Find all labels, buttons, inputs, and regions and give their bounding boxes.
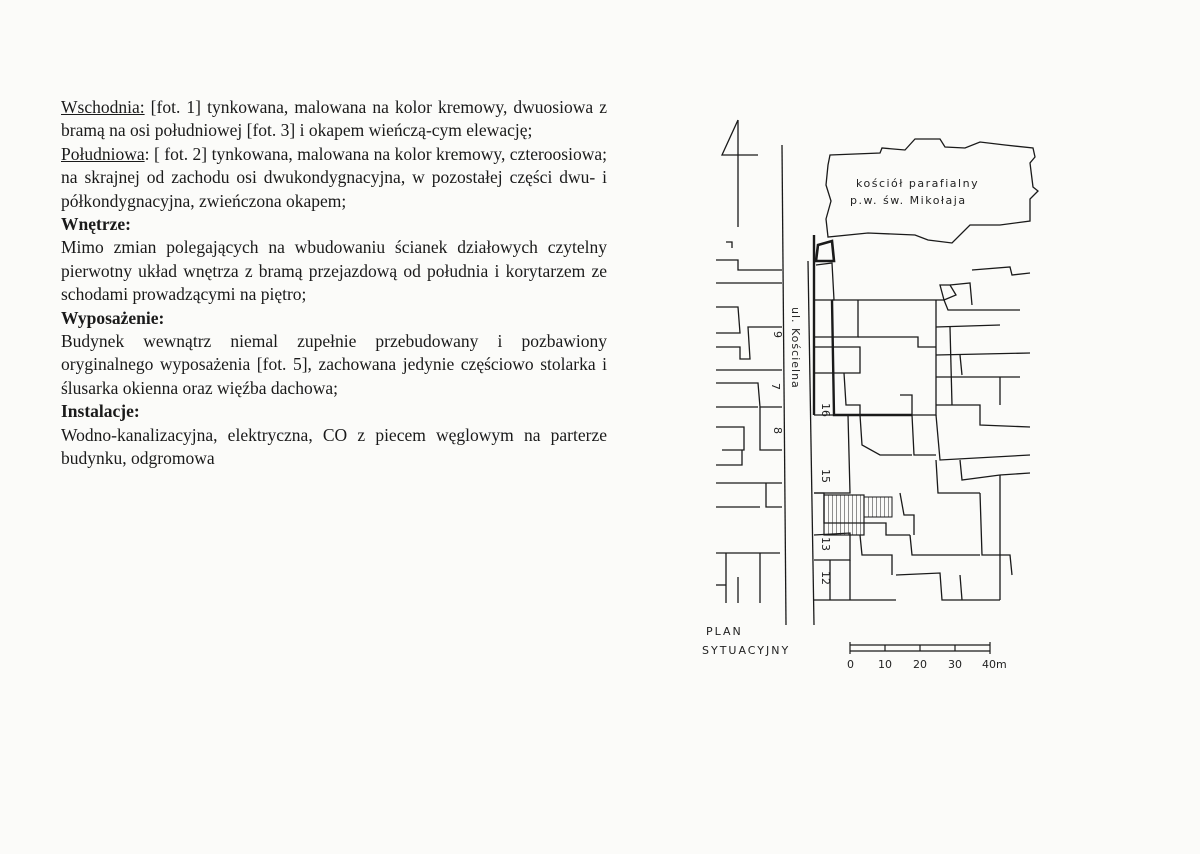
scale-label-10: 10: [878, 658, 892, 671]
house-number-13: 13: [819, 537, 832, 551]
church-label-line1: kościół parafialny: [856, 177, 980, 190]
east-facade-body: [fot. 1] tynkowana, malowana na kolor kremowy, dwuosiowa z bramą na osi południowej [fot. 3] i okapem wieńczą-cym elewację;: [61, 97, 607, 141]
church-label-line2: p.w. św. Mikołaja: [850, 194, 967, 207]
installations-body: Wodno-kanalizacyjna, elektryczna, CO z piecem węglowym na parterze budynku, odgromowa: [61, 424, 607, 469]
scale-label-0: 0: [847, 658, 854, 671]
equipment-heading: Wyposażenie:: [61, 307, 165, 328]
south-facade-label: Południowa: [61, 143, 145, 164]
church-outline: [826, 139, 1038, 243]
equipment-body: Budynek wewnątrz niemal zupełnie przebudowany i pozbawiony oryginalnego wyposażenia [fot. 5], zachowana jedynie częściowo stolarka i ślusarka okienna oraz więźba dachowa;: [61, 331, 607, 398]
site-plan: [700, 115, 1040, 675]
house-number-9: 9: [771, 331, 784, 338]
east-facade-label: Wschodnia:: [61, 97, 145, 117]
interior-body: Mimo zmian polegających na wbudowaniu ścianek działowych czytelny pierwotny układ wnętrza z bramą przejazdową od południa i korytarzem ze schodami prowadzącymi na piętro;: [61, 237, 607, 305]
house-number-8: 8: [771, 427, 784, 434]
north-arrow-icon: [722, 120, 758, 227]
house-number-7: 7: [769, 383, 782, 390]
scale-label-30: 30: [948, 658, 962, 671]
house-number-16: 16: [819, 403, 832, 417]
plan-caption-line2: SYTUACYJNY: [702, 644, 791, 657]
interior-heading: Wnętrze:: [61, 214, 131, 235]
paragraph-east-facade: [61, 96, 607, 143]
scale-bar: [850, 642, 990, 654]
scale-label-40m: 40m: [982, 658, 1007, 671]
south-facade-body: : [ fot. 2] tynkowana, malowana na kolor kremowy, czteroosiowa; na skrajnej od zachodu osi dwukondygnacyjna, w pozostałej części dwu- i półkondygnacyjna, zwieńczona okapem;: [61, 143, 607, 211]
plan-caption-line1: PLAN: [706, 625, 743, 638]
site-plan-drawing: [700, 115, 1040, 675]
paragraph-south-facade: [61, 143, 607, 213]
subject-building: [824, 495, 864, 535]
description-text: [61, 96, 607, 471]
house-number-15: 15: [819, 469, 832, 483]
scale-label-20: 20: [913, 658, 927, 671]
installations-heading: Instalacje:: [61, 401, 140, 422]
house-number-12: 12: [819, 571, 832, 585]
street-label: ul. Kościelna: [789, 307, 802, 389]
